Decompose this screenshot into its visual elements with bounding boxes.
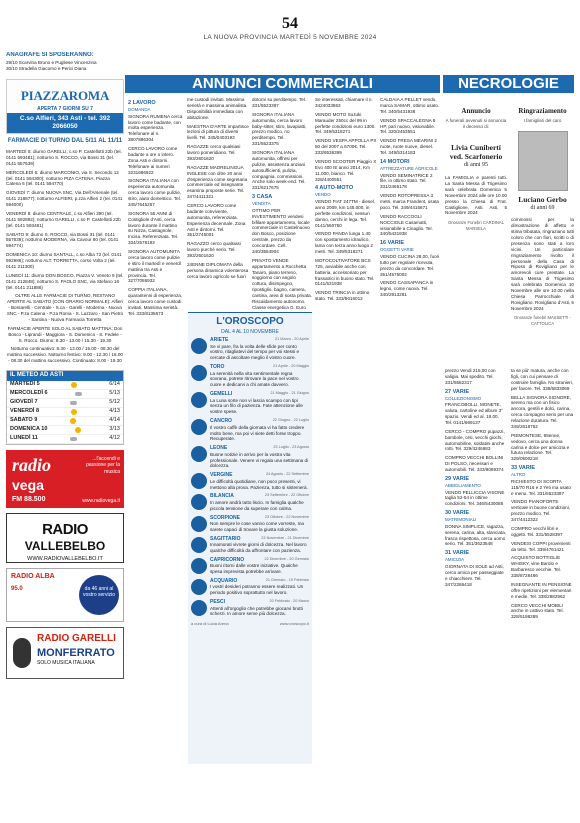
vallebelbo-line1: RADIO <box>42 520 88 538</box>
zodiac-sign <box>191 391 309 415</box>
zodiac-forecast: Le difficoltà quotidiane, non poco presenti, vi mettono alla prova. Pazienza, tutto si sistemerà. <box>210 478 308 490</box>
category-title: 2 LAVORO <box>128 100 156 106</box>
zodiac-sign <box>191 364 309 388</box>
weather-temp: 5/12 <box>109 399 120 406</box>
classified-ad: GIORNATA DI SOLE ad Asti, cerco amica per passeggiate e chiacchiere. Tel. 347/2286418 <box>445 564 504 587</box>
zodiac-name: SCORPIONE <box>210 514 241 521</box>
classified-ad: SIGNORA AUTOMUNITA cerca lavoro come pulizie e stiro il martedì e venerdì mattina tra Asti e provincia. Tel. 327/7086932 <box>128 249 182 284</box>
zodiac-icon <box>191 338 207 354</box>
zodiac-name: CAPRICORNO <box>210 556 245 563</box>
zodiac-sign <box>191 536 309 554</box>
classified-ad: VENDO PELLICCIA VISONE taglia 52-54 in ottime condizioni. Tel. 346/5430088 <box>445 489 505 507</box>
classified-ad: prezzo Vendi 215,00 con valigia. Mai spedito. Tel. 331/5582317 <box>445 368 496 385</box>
classified-ad: CERCO LAVORO come badante convivente, automunita, referenziata. Esperienza decennale. Zona Asti e dintorni. Tel. 351/2745001 <box>187 203 246 238</box>
left-column <box>6 52 124 817</box>
alba-line1: RADIO ALBA <box>11 572 55 580</box>
more-annunci <box>445 368 574 817</box>
category-heading <box>380 240 440 253</box>
zodiac-sign <box>191 472 309 490</box>
ad-radio-alba[interactable] <box>6 568 124 622</box>
zodiac-forecast: In amore andrà tutto liscio. In famiglia qualche piccola tensione da superare con calma. <box>210 499 304 511</box>
zodiac-icon <box>191 365 207 381</box>
anagrafe-line: 29/10 Scarvina Bruno e Pugliese Vincenzina <box>6 59 97 65</box>
anagrafe-title: ANAGRAFE SI SPOSERANNO: <box>6 52 94 58</box>
farmacia-entry: LUNEDÌ 11: diurno DON BOSCO, Piazza V. Veneto 9 (tel. 0141 212848); notturno S. PAOLO SNC, via Stefano 16 (tel. 0141 211888) <box>6 272 124 290</box>
farmacia-entry: GIOVEDÌ 7: diurno NUOVA SNC, Via Dell'Arsenale (tel. 0141 218877); notturno ALFIERI, p.zza Alfieri 2 (tel. 0141 594000) <box>6 190 123 208</box>
vallebelbo-url: WWW.RADIOVALLEBELBO.IT <box>27 556 103 563</box>
classified-ad: VENDO FIAT 247TM - diesel, anno 2009, km 145.000, in perfette condizioni, nessun danno, cerchi in lega. Tel. 0141/560750 <box>315 199 376 228</box>
category-heading <box>252 194 312 207</box>
zodiac-dates: 22 Giugno - 22 Luglio <box>272 418 309 423</box>
necro-right-signature: Onoranze funebri MASSETTI - CATTOLICA <box>513 315 572 326</box>
zodiac-sign <box>191 557 309 575</box>
category-title: 30 VARIE <box>445 510 470 517</box>
sun-icon <box>71 409 77 415</box>
zodiac-text-block <box>210 472 309 490</box>
necro-right-type: Ringraziamento <box>518 107 567 115</box>
category-title: 33 VARIE <box>511 465 536 472</box>
necro-left-intro: A funerali avvenuti si annuncia il decesso di: <box>445 117 507 129</box>
classified-ad: me custodi invitati. Massima serietà e massima animalista. Disponibilità immediata con abitazione. <box>187 97 248 120</box>
farmacia-ad[interactable] <box>6 79 124 134</box>
zodiac-text-block <box>210 578 309 596</box>
category-title: 14 MOTORI <box>380 158 410 165</box>
farmacia-entry: MERCOLEDÌ 6: diurno MARCONIO, via S. Secondo 12 (tel. 0141 594300); notturno PIZA CATENA, Piazza Catena 6 (tel. 0141 594770) <box>6 169 119 187</box>
oroscopo-box <box>188 312 312 764</box>
category-title: 4 AUTO-MOTO <box>315 185 354 192</box>
category-subtitle: MATRIMONIALI <box>445 517 477 523</box>
zodiac-name: ACQUARIO <box>210 577 238 584</box>
more-annunci-right <box>511 368 574 817</box>
classified-ad: VENDO VESPA APPOLLA PX 50 del 2007 a 6700€. Tel. 333/6536399 <box>315 138 377 155</box>
farmacia-address: C.so Alfieri, 343 Asti - tel. 392 2066050 <box>7 113 123 134</box>
weather-row <box>7 399 123 408</box>
classified-ad: VENDO FRESA MEARINI 2 ruote, ruote nuove, diesel. Tel. 349/5314183 <box>380 138 437 155</box>
necro-right-text: commossi per la dimostrazione di affetto e stima tributata, ringraziano tutti coloro che con fiori, scritti o di presenza sono stati a loro vicini. Un particolare ringraziamento rivolto il personale della Casa di Riposo di Rovigliano per le amorevoli cure prestate. La Santa Messa di Trigesimo sarà celebrata Domenica 10 Novembre alle ore 10.00 nella Chiesa Parrocchiale di Rovigliano. Rovigliano d'Asti, 5 Novembre 2024 <box>511 217 574 311</box>
classified-ad: ta se più' matura, anche con figli, con cui pensare di costruire famiglia. No stranieri, per favore. Tel. 338/6833069 <box>511 368 574 391</box>
zodiac-forecast: Il vostro caffè della giornata vi ha fatto credere molto bene, ma poi vi siete detti forse troppo. Recuperate. <box>210 424 305 442</box>
page-header <box>0 0 580 50</box>
zodiac-dates: 23 Novembre - 21 Dicembre <box>261 535 309 540</box>
orari-text-3: Notturno continuativo: 8.30 - 13.00 / 15.00 - 08.30 del mattino successivo. Notturno festivo: 9.00 - 12.30 / 16.00 - 08.30 del mattino successivo. Continuato: 8.00 - 19.30 <box>7 346 123 364</box>
weather-rows <box>7 381 123 444</box>
classified-ad: COMPRO vecchi libri e oggetti. Tel. 331/5528397 <box>511 525 563 537</box>
zodiac-text-block <box>210 391 309 415</box>
necro-left-age: di anni 95 <box>464 162 488 169</box>
zodiac-dates: 24 Agosto - 22 Settembre <box>265 472 309 477</box>
classified-ad: VENDO ROTOPRESSA 3 metri, marca Frandent, usata poco. Tel. 349/4415671 <box>380 193 439 210</box>
classified-ad: VENDO SCOOTER Piaggio X Evo 400 IE anno 2014, Km 11.000, bianco. Tel. 328/4400551 <box>315 158 377 182</box>
cloud-icon <box>70 437 77 441</box>
weather-title: IL METEO AD ASTI <box>7 371 123 381</box>
zodiac-sign <box>191 418 309 442</box>
weather-box <box>6 370 124 445</box>
annunci-column-1 <box>128 97 183 817</box>
oroscopo-title: L'OROSCOPO <box>216 316 284 327</box>
zodiac-text-block <box>210 493 309 511</box>
classified-ad: VENDO TRINCIA in ottimo stato. Tel. 333/5616012 <box>315 290 370 302</box>
category-subtitle: OGGETTI VARIE <box>380 247 414 253</box>
zodiac-name: CANCRO <box>210 418 232 425</box>
zodiac-name: BILANCIA <box>210 493 234 500</box>
zodiac-name: LEONE <box>210 445 228 452</box>
sun-icon <box>75 427 81 433</box>
annunci-column-4 <box>315 97 377 817</box>
classified-ad: SIGNORA ITALIANA automunita, offresi per pulizie, assistenza anziani autosufficienti, pulizia, compagnia, commissioni. Anche solo week-end. Tel. 331/6217675 <box>252 150 306 191</box>
oroscopo-footer <box>191 621 309 626</box>
oroscopo-subtitle: DAL 4 AL 10 NOVEMBRE <box>221 328 279 335</box>
zodiac-icon <box>191 473 207 489</box>
zodiac-dates: 23 Settembre - 22 Ottobre <box>264 493 309 498</box>
zodiac-sign <box>191 515 309 533</box>
zodiac-text-block <box>210 515 309 533</box>
zodiac-name: ARIETE <box>210 337 229 344</box>
zodiac-name: TORO <box>210 364 225 371</box>
zodiac-forecast: Innamorati vivrete giorni di dolcezza. Nel lavoro qualche difficoltà da affrontare con pazienza. <box>210 542 307 553</box>
farmacia-hours: APERTA 7 GIORNI SU 7 <box>37 106 93 113</box>
orari-text-2: FARMACIE APERTE SOLO AL SABATO MATTINA: Don Bosco - Liprandi - Maggiora - S. Domenico - S. Fedele - S. Rocco. Diurno: 8.30 - 13.00 / 15.30 - 19.30 <box>7 325 123 343</box>
classified-ad: CERCO - COMPRO pupazzi, bambole, orsi, vecchi giochi, automobiline, soldatini anche rotti. Tel. 329/4246683 <box>445 428 505 452</box>
zodiac-icon <box>191 494 207 510</box>
zodiac-forecast: Buoni ritorni dalle vostre iniziative. Qualche spesa imprevista potrebbe arrivare. <box>210 563 298 575</box>
classified-ad: ACQUISTO BOTTIGLIE WHISKY, vine Barolo e Barbaresco vecchie. Tel. 338/8728466 <box>511 555 561 579</box>
zodiac-dates: 23 Ottobre - 22 Novembre <box>264 514 309 519</box>
zodiac-name: VERGINE <box>210 472 233 479</box>
weather-day: MARTEDÌ 5 <box>10 381 40 388</box>
category-title: 29 VARIE <box>445 475 470 482</box>
classified-ad: SIGNORA ITALIANA automunita, cerca lavoro baby-sitter, stiro, lavapiatti, prezzo modico, no perditempo. Tel. 331/5523375 <box>252 111 307 147</box>
ad-radio-vallebelbo[interactable] <box>6 513 124 563</box>
weather-day: DOMENICA 10 <box>10 426 48 433</box>
annunci-commerciali-banner: ANNUNCI COMMERCIALI <box>125 75 440 93</box>
more-annunci-left <box>445 368 507 817</box>
classified-ad: OTTIMO PER INVESTIMENTO vendesi bifilare appartamento, locale commerciale in Castelnuovo don Bosco, posizione centrale, prezzo da concordare. Cell. 340/3554904 <box>252 207 310 254</box>
oroscopo-author: a cura di Lucia Arena <box>191 621 229 627</box>
zodiac-dates: 21 Maggio - 21 Giugno <box>270 391 309 396</box>
vallebelbo-line2: VALLEBELBO <box>24 538 106 553</box>
anagrafe-line: 30/10 Stradella Giacomo e Perici Diana <box>6 65 87 71</box>
vega-freq: FM 88.500 <box>12 495 46 503</box>
ad-radio-monferrato[interactable] <box>6 627 124 679</box>
zodiac-icon <box>191 516 207 532</box>
zodiac-forecast: Attenti all'orgoglio che potrebbe giocarvi brutti scherzi. In amore serve più dolcezza. <box>210 605 303 617</box>
zodiac-icon <box>191 600 207 616</box>
zodiac-sign <box>191 578 309 596</box>
category-subtitle: VENDO <box>315 192 331 198</box>
zodiac-dates: 22 Dicembre - 20 Gennaio <box>264 556 309 561</box>
weather-temp: 3/13 <box>109 426 120 433</box>
weather-row <box>7 435 123 444</box>
weather-row <box>7 426 123 435</box>
monferrato-line2: MONFERRATO <box>37 646 115 659</box>
category-heading <box>445 476 507 489</box>
farmacia-logo: PIAZZAROMA <box>20 88 110 104</box>
zodiac-icon <box>191 579 207 595</box>
zodiac-dates: 21 Marzo - 20 Aprile <box>275 337 309 342</box>
classified-ad: RICHIESTO DI SCORTA 115/70 R16 e 2 Yeti ma usato e meno. Tel. 331/5523397 <box>511 478 571 496</box>
zodiac-name: PESCI <box>210 599 226 606</box>
classified-ad: CERCO VECCHI MOBILI anche in cattivo stato. Tel. 328/5198289 <box>511 602 564 620</box>
sun-icon <box>70 418 76 424</box>
zodiac-sign <box>191 493 309 511</box>
zodiac-text-block <box>210 418 309 442</box>
category-heading <box>445 550 507 563</box>
category-heading <box>511 465 574 478</box>
classified-ad: PRIVATO VENDE appartamento a Rocchetta Tanaro, piano terreno, soggiorno con angolo cottura, disimpegno, ripostiglio, bagno, camera, cantina, area di sosta privata. Riscaldamento autonomo. Classe energetica G. Euro <box>252 257 312 310</box>
publication-line: LA NUOVA PROVINCIA MARTEDÌ 5 NOVEMBRE 2024 <box>203 34 377 41</box>
classified-ad: VENDO RACCOGLI NOCCIOLE Casamatti, visionabile a Cinaglio. Tel. 340/5431938 <box>380 213 433 237</box>
weather-temp: 4/14 <box>109 417 120 424</box>
classified-ad: MAESTRA D'ARTE impartisce lezioni di pittura di diversi livelli. Tel. 345/0403193 <box>187 123 249 141</box>
vega-line2: vega <box>12 476 44 493</box>
classified-ad: SIGNORA RUMENA cerca lavoro come badante, con molta esperienza. Telefonare al n. 3807886304 <box>128 113 183 143</box>
category-title: 31 VARIE <box>445 550 470 557</box>
classified-ad: VENDO PANDA lunga 1.40 con spostamento idraulico, lama con terza anno luogo 2 metri. Tel. 349/5318271 <box>315 231 373 255</box>
zodiac-sign <box>191 337 309 361</box>
weather-day: SABATO 9 <box>10 417 38 424</box>
oroscopo-site: www.oroscopo.it <box>279 621 309 627</box>
necrologio-annuncio <box>445 97 507 363</box>
category-subtitle: DOMANDA <box>128 107 151 113</box>
anagrafe-list <box>6 60 124 72</box>
classified-ad: BELLA SIGNORA SIGNORE, sereno ma con un fisico ancora, gentili e dolci, carina, cerca compagno serio per una relazione duratura. Tel. 349/2618752 <box>511 394 574 429</box>
classified-ad: VENDESI COPPI provenienti da tetto. Tel. 339/4761421 <box>511 540 571 552</box>
classified-ad: SIGNORA ITALIANA con esperienza automunita cerca lavoro come pulizie, stiro, aiuto domestico. Tel. 345/7645257 <box>128 178 182 207</box>
classified-ad: MOTOCOLTIVATORE BCS 725, avviabile anche con batteria, accessoriato per frassatrici in buono stato. Tel. 0141/531938 <box>315 257 375 287</box>
zodiac-icon <box>191 419 207 435</box>
orari-text: OLTRE ALLE FARMACIE DI TURNO, RESTANO APERTE AL SABATO (CON ORARIO NORMALE): Alfieri - Borsarelli - Centrale - S.ca - Garelli - Moderna - Nuova SNC - P.za Catena - P.za Roma - S. Lazzaro - San Pietro - Santina - Nuova Farmacia Torretta <box>6 293 124 322</box>
farmacia-entry: DOMENICA 10: diurno SANTALL, c.so Alba 72 (tel. 0141 592986); notturno ALT. TORRETTA, corso Volta 2 (tel. 0141 211300) <box>6 252 122 269</box>
zodiac-icon <box>191 392 207 408</box>
zodiac-name: SAGITTARIO <box>210 535 241 542</box>
necro-right-age: di anni 69 <box>530 204 555 211</box>
classified-ad: VENDO PIANOFORTE verticale in buone condizioni, prezzo modico. Tel. 347/4412322 <box>511 499 570 523</box>
classified-ad: RAGAZZE MADRELINGUA INGLESE con oltre 20 anni d'esperienza come segretaria commerciale ed insegnante esamina proposte serie. Tel. 347/4411321 <box>187 164 248 200</box>
category-heading <box>315 185 377 198</box>
farmacia-entry: MARTEDÌ 5: diurno GARELLI, c.so P. Castellotti 22b (tel. 0141 593481); notturno S. ROCCO, via Bossi 31 (tel. 0141 557639) <box>6 149 122 166</box>
zodiac-forecast: I vostri desideri potranno essere realizzati. Un periodo positivo soprattutto nel lavoro. <box>210 584 304 596</box>
classified-ad: COPPIA ITALIANA, quarantenni di esperienza, cerca lavoro come custodi invitati. Massima serietà. Tel. 333/8135673 <box>128 287 183 316</box>
zodiac-dates: 20 Febbraio - 20 Marzo <box>269 599 309 604</box>
weather-row <box>7 390 123 399</box>
category-subtitle: VENDITA <box>252 201 271 207</box>
weather-temp: 6/14 <box>109 381 120 388</box>
vega-url: www.radiovega.it <box>82 498 120 505</box>
necrologie-area <box>445 97 574 363</box>
classified-ad: Se interessati, chiamare il n. 3424033863 <box>315 97 373 108</box>
classified-ad: VENDO MOTO Suzuki Marauder 250cc del 99 in perfette condizioni euro 1300. Tel. 349/5318271 <box>315 111 376 135</box>
zodiac-sign <box>191 599 309 617</box>
zodiac-forecast: Non sempre le cose vanno come vorreste, ma sarete capaci di trovare la giusta soluzione. <box>210 520 304 532</box>
ad-radio-vega[interactable] <box>6 450 124 508</box>
necro-left-name: Livia Cunibertí ved. Scarfonerio <box>449 143 503 162</box>
zodiac-name: GEMELLI <box>210 391 233 398</box>
deceased-photo <box>518 131 568 191</box>
weather-day: LUNEDÌ 11 <box>10 435 38 442</box>
weather-temp: 5/13 <box>109 390 120 397</box>
weather-day: MERCOLEDÌ 6 <box>10 390 48 397</box>
annunci-column-2 <box>187 97 249 310</box>
cloud-icon <box>70 401 77 405</box>
weather-row <box>7 417 123 426</box>
microphone-icon <box>13 638 31 668</box>
zodiac-forecast: La serenità nella vita sentimentale regna sovrana, potrete ritrovare la pace nel vostro cuore e dedicarvi a chi amate davvero. <box>210 370 299 388</box>
category-subtitle: ALTRO <box>511 472 526 478</box>
classified-ad: FRANCOBOLLI, MONETE, valuta, cartoline ed album 3° spazio. Vendi ed al. 18.00. Tel. 0141/669137 <box>445 402 504 425</box>
category-title: 3 CASA <box>252 194 273 201</box>
weather-day: GIOVEDÌ 7 <box>10 399 38 406</box>
category-subtitle: ATTREZZATURE AGRICOLE <box>380 165 438 171</box>
zodiac-forecast: Buone notizie in arrivo per la vostra vita professionale. Venere vi regala una settimana di dolcezza. <box>210 451 309 469</box>
zodiac-dates: 21 Gennaio - 19 Febbraio <box>265 577 309 582</box>
sun-icon <box>71 382 77 388</box>
classified-ad: DONNA SIMPLICE, ragazza, serena, carina, alta, slanciata, frasca rispettosa, cerca uomo serio. Tel. 351/3623548 <box>445 523 507 547</box>
classified-ad: INSEGNANTE IN PENSIONE offre ripetizioni per elementari e medie. Tel. 338/2882962 <box>511 581 572 599</box>
weather-temp: 4/13 <box>109 408 120 415</box>
necro-left-signature: Onoranze Funebri CARDINAL MARSELA <box>447 220 505 231</box>
classified-ad: VENDO CASSAPANCA in legno, come nuova. Tel. 340/2913281 <box>380 280 434 298</box>
category-subtitle: COLLEZIONISMO <box>445 395 482 401</box>
necro-left-type: Annuncio <box>461 107 491 115</box>
farmacie-title: FARMACIE DI TURNO DAL 5/11 AL 11/11 <box>7 138 123 145</box>
classified-ad: RAGAZZE cerco qualsiasi lavoro pomeridiano. Tel. 393/2601620 <box>187 144 241 161</box>
zodiac-dates: 21 Aprile - 20 Maggio <box>273 364 309 369</box>
zodiac-icon <box>191 537 207 553</box>
classified-ad: RAGAZZO cerco qualsiasi lavoro purché serio. Tel. 393/2601620 <box>187 241 241 258</box>
zodiac-sign <box>191 445 309 469</box>
page-number: 54 <box>282 15 298 32</box>
alba-line2: 95.0 <box>11 585 23 592</box>
category-title: 27 VARIE <box>445 388 470 395</box>
classified-ad: dotorni su perditempo. Tel. 331/5523397 <box>252 97 307 108</box>
necro-right-name: Luciano Gerbo <box>518 194 567 204</box>
category-subtitle: AMICIZIA <box>445 557 465 563</box>
weather-temp: 4/12 <box>109 435 120 442</box>
classified-ad: PIEMONTESE, 65enne, vedovo, cerca una donna carina e dolce per amicizia e futura relazione. Tel. 329/0500218 <box>511 432 570 462</box>
classified-ad: CERCO LAVORO come badante a ore o intero. Zona Asti e dintorni. Telefonare ai numeri 3231686922 <box>128 146 178 175</box>
category-heading <box>380 159 440 172</box>
category-heading <box>445 389 507 402</box>
zodiac-text-block <box>210 599 309 617</box>
necrologio-ringraziamento <box>511 97 574 363</box>
vega-tagline: ...l'accendi e passione per la musica <box>86 455 120 475</box>
alba-badge: da 46 anni al vostro servizio <box>79 575 119 615</box>
weather-day: VENERDÌ 8 <box>10 408 40 415</box>
oroscopo-signs <box>188 337 312 617</box>
zodiac-text-block <box>210 364 309 388</box>
category-heading <box>445 510 507 523</box>
zodiac-text-block <box>210 536 309 554</box>
monferrato-line3: SOLO MUSICA ITALIANA <box>37 659 95 666</box>
necrologie-banner: NECROLOGIE <box>443 75 574 93</box>
zodiac-text-block <box>210 557 309 575</box>
category-subtitle: ABBIGLIAMENTO <box>445 482 481 488</box>
monferrato-line1: RADIO GARELLI <box>37 632 116 644</box>
cloud-icon <box>75 392 82 396</box>
necro-right-intro: I famigliari del caro <box>523 117 562 123</box>
classified-ad: SIGNORA 55 ANNI di Costigliole d'Asti, cerca lavoro durante il mattino su Nizza, Castagnole, Incisa. Referenziata. Tel. 334/2578192 <box>128 210 179 246</box>
zodiac-icon <box>191 558 207 574</box>
classified-ad: VENDO CUCINA 28,00, fuori tutto per regolare ricevuta, prezzo da concordare. Tel. 351/4575002 <box>380 253 440 277</box>
category-heading <box>128 100 183 113</box>
farmacia-entry: SABATO 9: diurno S. ROCCO, via Bossi 31 (tel. 0141 557639); notturno MODERNA, via Cavour 80 (tel. 0141 594774) <box>6 231 119 249</box>
annunci-column-5 <box>380 97 440 817</box>
weather-row <box>7 408 123 417</box>
classified-ad: VENDO SPACCALEGNA 8 HP, pari nuovo, visionabile. Tel. 320/2453551 <box>380 117 436 135</box>
classified-ad: 24ENNE DIPLOMATA della persona dinamica volenterosa cerca lavoro agricolo se fuori <box>187 261 249 279</box>
zodiac-dates: 23 Luglio - 23 Agosto <box>273 445 309 450</box>
annunci-column-3 <box>252 97 312 310</box>
farmacia-entry: VENERDÌ 8: diurno CENTRALE, c.so Alfieri 390 (tel. 0141 592892); notturno GARELLI, c.so P. Castellotti 22b (tel. 0141 593481) <box>6 210 121 228</box>
weather-row <box>7 381 123 390</box>
necro-left-text: La FAMIGLIA e parenti tutti. La Santa Messa di Trigesimo sarà celebrata Domenica 5 Novembre 2024 alle ore 10.00 presso la Chiesa di Frat. Castiglione, Asti. Asti, 5 Novembre 2024 <box>445 175 507 216</box>
classified-ad: VENDO SEMINATRICE 2 file, in ottimo stato. Tel. 331/2465178 <box>380 172 433 190</box>
zodiac-text-block <box>210 337 309 361</box>
zodiac-forecast: La Luna sorte non vi lascia scampo con tipi senza un filo di pazienza. Fate attenzione alle vostre spese. <box>210 397 303 415</box>
classified-ad: COMPRO VECCHI BOLLINI DI POLSO, necessari e automobili. Tel. 333/9089374 <box>445 455 504 473</box>
zodiac-icon <box>191 446 207 462</box>
zodiac-text-block <box>210 445 309 469</box>
farmacie-list <box>6 149 124 290</box>
classified-ad: CALDAIA A PELLET vendo, marca SAMAR, ottimo usato. Tel. 340/5431938 <box>380 97 440 114</box>
vega-line1: radio <box>12 454 52 475</box>
category-title: 16 VARIE <box>380 240 405 247</box>
zodiac-forecast: Se vi pare, fra la volta delle sfide per conto vostro, ritagliatevi del tempo per voi stessi e cercate di ascoltare meglio il vostro cuore. <box>210 343 300 361</box>
